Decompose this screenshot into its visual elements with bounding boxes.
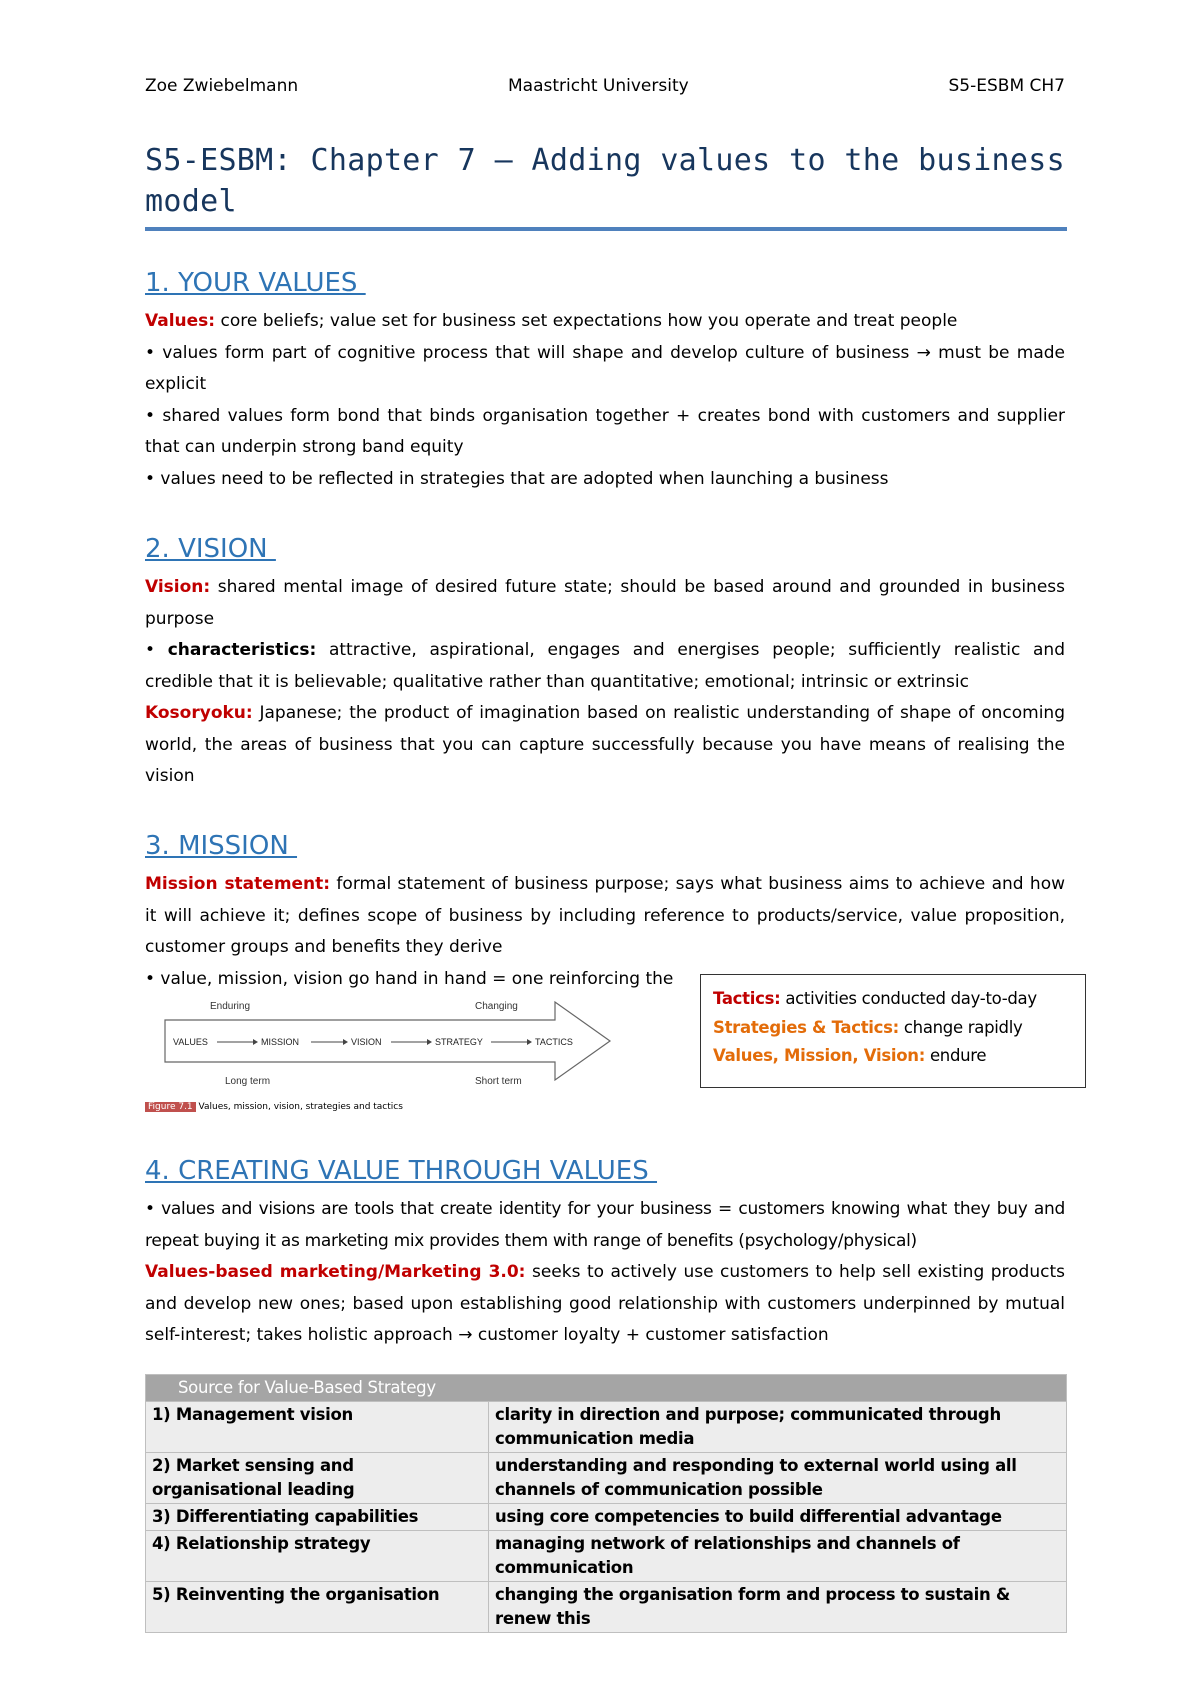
tactics-callout-box bbox=[700, 974, 1086, 1088]
term-vision: Vision: bbox=[145, 577, 211, 597]
diagram-step-mission: MISSION bbox=[261, 1037, 300, 1047]
term-values-mission-vision: Values, Mission, Vision: bbox=[713, 1046, 925, 1065]
table-header-row bbox=[146, 1375, 1067, 1402]
term-kosoryoku: Kosoryoku: bbox=[145, 703, 253, 723]
vision-definition bbox=[145, 572, 1065, 635]
callout-line-strategies bbox=[713, 1014, 1073, 1043]
section-mission bbox=[145, 829, 1065, 995]
mission-bullet: • value, mission, vision go hand in hand = one reinforcing the bbox=[145, 968, 674, 989]
diagram-label-long-term: Long term bbox=[225, 1076, 271, 1087]
table-row bbox=[146, 1582, 1067, 1633]
header-course: S5-ESBM CH7 bbox=[948, 76, 1065, 96]
values-bullet-1-tail: must be made explicit bbox=[145, 342, 1065, 394]
section-vision bbox=[145, 532, 1065, 793]
values-definition bbox=[145, 306, 1065, 338]
term-characteristics: characteristics: bbox=[167, 640, 317, 660]
callout-text: change rapidly bbox=[898, 1017, 1023, 1037]
section-creating-value bbox=[145, 1154, 1065, 1352]
values-bullet-1 bbox=[145, 338, 1065, 401]
table-cell-source: 1) Management vision bbox=[146, 1402, 489, 1453]
table-cell-source: 3) Differentiating capabilities bbox=[146, 1504, 489, 1531]
bullet-glyph: • bbox=[145, 640, 168, 660]
vision-characteristics bbox=[145, 635, 1065, 698]
page-title: S5-ESBM: Chapter 7 – Adding values to the business model bbox=[145, 143, 1065, 219]
vbm-text-tail: customer loyalty + customer satisfaction bbox=[472, 1325, 829, 1345]
table-cell-description: clarity in direction and purpose; communicated through communication media bbox=[489, 1402, 1067, 1453]
table-cell-description: managing network of relationships and channels of communication bbox=[489, 1531, 1067, 1582]
diagram-label-changing: Changing bbox=[475, 1001, 518, 1012]
table-row bbox=[146, 1504, 1067, 1531]
values-bullet-1-text: • values form part of cognitive process that will shape and develop culture of business bbox=[145, 342, 917, 363]
table-cell-source: 5) Reinventing the organisation bbox=[146, 1582, 489, 1633]
section-heading: 2. VISION bbox=[145, 534, 276, 564]
vbm-text: seeks to actively use customers to help sell existing products and develop new ones; based upon establishing good relationship with customers underpinned by mutual self-interest; takes holistic approach bbox=[145, 1262, 1065, 1345]
table-cell-description: understanding and responding to external world using all channels of communication possible bbox=[489, 1453, 1067, 1504]
term-strategies-tactics: Strategies & Tactics: bbox=[713, 1017, 899, 1037]
diagram-caption bbox=[145, 1102, 403, 1112]
characteristics-text: attractive, aspirational, engages and energises people; sufficiently realistic and credible that it is believable; qualitative rather than quantitative; emotional; intrinsic or extrinsic bbox=[145, 640, 1065, 692]
diagram-step-strategy: STRATEGY bbox=[435, 1037, 483, 1047]
term-values-based-marketing: Values-based marketing/Marketing 3.0: bbox=[145, 1262, 526, 1282]
mission-definition bbox=[145, 869, 1065, 964]
arrow-icon: → bbox=[916, 342, 931, 363]
section-heading: 3. MISSION bbox=[145, 831, 298, 861]
values-based-marketing-definition bbox=[145, 1257, 1065, 1352]
table-cell-source: 4) Relationship strategy bbox=[146, 1531, 489, 1582]
creating-bullet: • values and visions are tools that create identity for your business = customers knowing what they buy and repeat buying it as marketing mix provides them with range of benefits (psychology/physical) bbox=[145, 1199, 1065, 1251]
title-underline bbox=[145, 227, 1067, 231]
values-definition-text: core beliefs; value set for business set expectations how you operate and treat people bbox=[215, 311, 958, 331]
figure-caption-text: Values, mission, vision, strategies and tactics bbox=[195, 1102, 403, 1112]
vision-definition-text: shared mental image of desired future state; should be based around and grounded in business purpose bbox=[145, 577, 1065, 629]
table-row bbox=[146, 1531, 1067, 1582]
table-row bbox=[146, 1453, 1067, 1504]
term-mission-statement: Mission statement: bbox=[145, 874, 331, 894]
diagram-label-short-term: Short term bbox=[475, 1076, 522, 1087]
term-values: Values: bbox=[145, 311, 216, 331]
section-heading: 4. CREATING VALUE THROUGH VALUES bbox=[145, 1156, 658, 1186]
callout-line-tactics bbox=[713, 985, 1073, 1014]
diagram-step-values: VALUES bbox=[173, 1037, 208, 1047]
header-university: Maastricht University bbox=[508, 76, 689, 96]
section-heading: 1. YOUR VALUES bbox=[145, 268, 366, 298]
term-tactics: Tactics: bbox=[713, 989, 781, 1008]
kosoryoku-definition bbox=[145, 698, 1065, 793]
values-to-tactics-diagram bbox=[145, 996, 625, 1106]
header-author: Zoe Zwiebelmann bbox=[145, 76, 299, 96]
diagram-step-tactics: TACTICS bbox=[535, 1037, 573, 1047]
figure-number: Figure 7.1 bbox=[145, 1102, 196, 1112]
diagram-label-enduring: Enduring bbox=[210, 1001, 251, 1012]
table-cell-description: using core competencies to build differential advantage bbox=[489, 1504, 1067, 1531]
arrow-icon: → bbox=[458, 1325, 473, 1345]
table-cell-description: changing the organisation form and process to sustain & renew this bbox=[489, 1582, 1067, 1633]
values-bullet-3: • values need to be reflected in strategies that are adopted when launching a business bbox=[145, 468, 889, 489]
section-your-values bbox=[145, 266, 1065, 495]
table-header: Source for Value-Based Strategy bbox=[146, 1375, 1067, 1402]
mission-definition-text: formal statement of business purpose; says what business aims to achieve and how it will achieve it; defines scope of business by including reference to products/service, value proposition, customer groups and benefits they derive bbox=[145, 874, 1065, 957]
page-header bbox=[145, 76, 1065, 100]
kosoryoku-text: Japanese; the product of imagination based on realistic understanding of shape of oncoming world, the areas of business that you can capture successfully because you have means of realising the vision bbox=[145, 703, 1065, 786]
callout-line-values bbox=[713, 1042, 1073, 1071]
values-bullet-2: • shared values form bond that binds organisation together + creates bond with customers and supplier that can underpin strong band equity bbox=[145, 405, 1065, 457]
callout-text: activities conducted day-to-day bbox=[780, 989, 1037, 1008]
value-based-strategy-table bbox=[145, 1374, 1067, 1633]
callout-text: endure bbox=[925, 1046, 987, 1065]
table-row bbox=[146, 1402, 1067, 1453]
table-cell-source: 2) Market sensing and organisational leading bbox=[146, 1453, 489, 1504]
diagram-step-vision: VISION bbox=[351, 1037, 382, 1047]
